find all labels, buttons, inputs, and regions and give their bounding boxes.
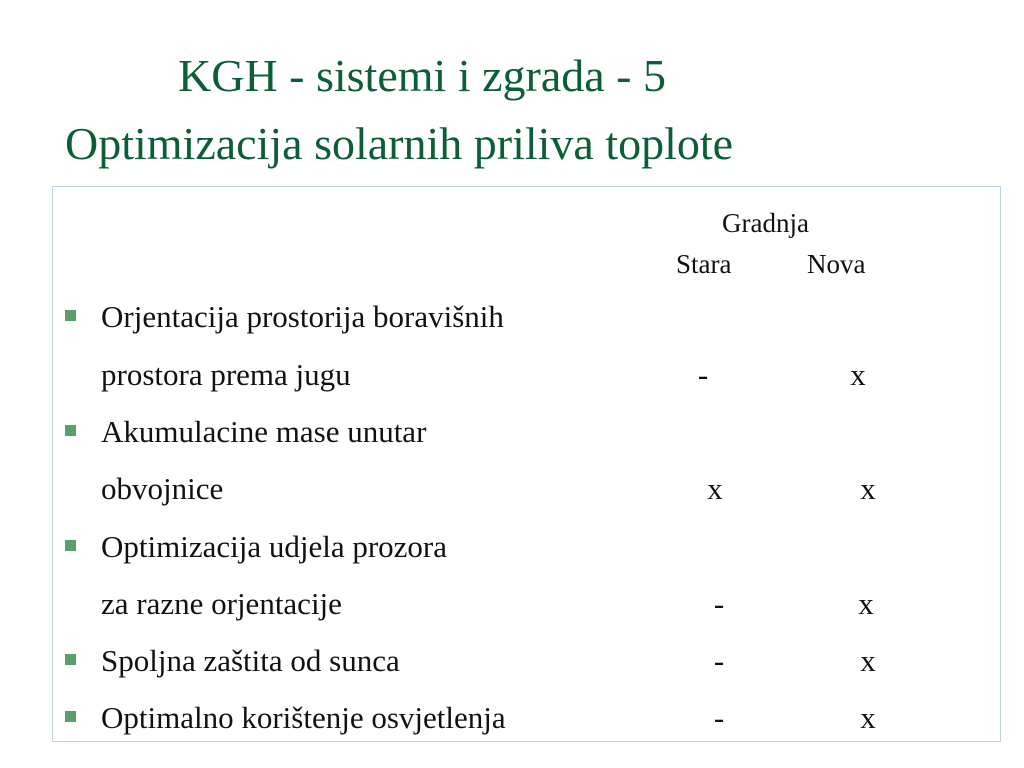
old-construction-mark: - [713, 586, 725, 621]
list-item-row [0, 527, 1024, 567]
square-bullet-icon [65, 654, 76, 665]
list-item-label: Orjentacija prostorija boravišnih [101, 299, 504, 334]
list-item-row [0, 698, 1024, 738]
column-group-header: Gradnja [722, 208, 809, 238]
slide-title-line-1: KGH - sistemi i zgrada - 5 [178, 50, 666, 101]
list-item-label: Akumulacine mase unutar [101, 414, 427, 449]
list-item-label: Spoljna zaštita od sunca [101, 643, 400, 678]
old-construction-mark: - [713, 643, 725, 678]
list-item-label: prostora prema jugu [101, 357, 351, 392]
list-item-row-continuation [0, 469, 1024, 509]
column-header-new: Nova [807, 249, 866, 279]
new-construction-mark: x [850, 357, 866, 392]
square-bullet-icon [65, 425, 76, 436]
list-item-row [0, 641, 1024, 681]
list-item-row-continuation [0, 355, 1024, 395]
list-item-label: Optimalno korištenje osvjetlenja [101, 700, 506, 735]
new-construction-mark: x [860, 700, 876, 735]
slide-title-line-2: Optimizacija solarnih priliva toplote [65, 118, 734, 169]
new-construction-mark: x [860, 471, 876, 506]
new-construction-mark: x [858, 586, 874, 621]
new-construction-mark: x [860, 643, 876, 678]
old-construction-mark: - [697, 357, 709, 392]
square-bullet-icon [65, 540, 76, 551]
list-item-label: Optimizacija udjela prozora [101, 529, 448, 564]
list-item-row [0, 412, 1024, 452]
square-bullet-icon [65, 711, 76, 722]
square-bullet-icon [65, 310, 76, 321]
list-item-row [0, 297, 1024, 337]
old-construction-mark: x [707, 471, 723, 506]
list-item-label: obvojnice [101, 471, 224, 506]
old-construction-mark: - [713, 700, 725, 735]
list-item-row-continuation [0, 584, 1024, 624]
list-item-label: za razne orjentacije [101, 586, 342, 621]
column-header-old: Stara [676, 249, 732, 279]
